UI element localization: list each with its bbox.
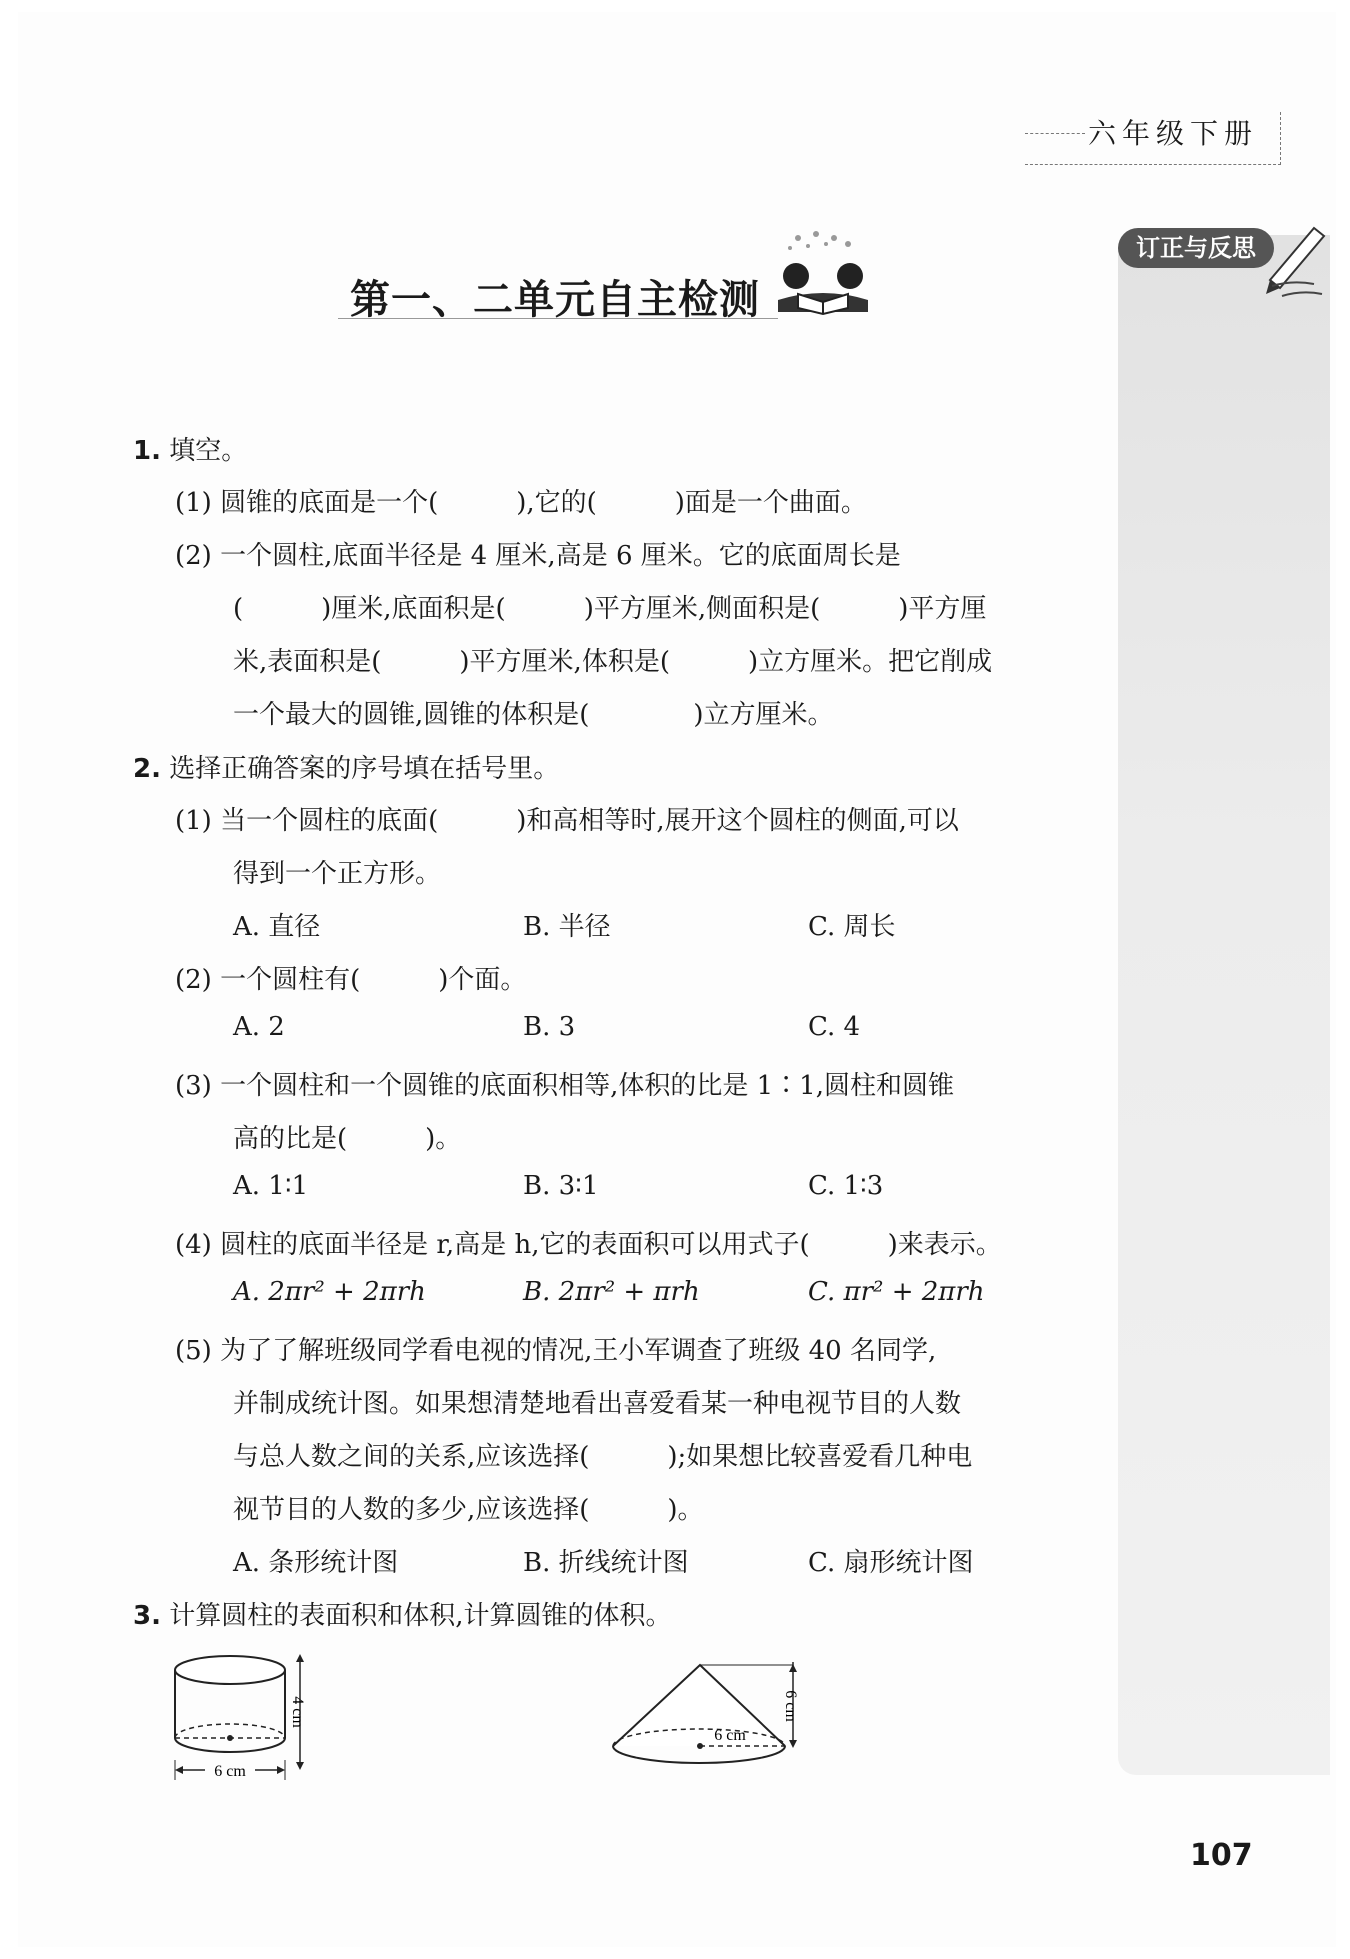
q1-heading [133, 430, 247, 467]
q1-part2-line3: 米,表面积是( )平方厘米,体积是( )立方厘米。把它削成 [233, 647, 993, 677]
q2-p4-option-c: C. πr² + 2πrh [808, 1277, 985, 1307]
correction-sidebar [1118, 235, 1330, 1775]
q2-p3-option-c: C. 1∶3 [808, 1171, 884, 1201]
cone-radius-label: 6 cm [714, 1727, 746, 1744]
reading-kids-icon [768, 228, 878, 324]
grade-label: 六年级下册 [1088, 117, 1259, 150]
q2-p5-option-c: C. 扇形统计图 [808, 1548, 974, 1578]
q2-part2-line1: (2) 一个圆柱有( )个面。 [175, 965, 527, 995]
q3-heading [133, 1595, 672, 1632]
q2-part5-line3: 与总人数之间的关系,应该选择( );如果想比较喜爱看几种电 [233, 1442, 973, 1472]
q2-part5-line1: (5) 为了了解班级同学看电视的情况,王小军调查了班级 40 名同学, [175, 1336, 937, 1366]
pencil-icon [1262, 220, 1332, 300]
q1-number: 1. [133, 436, 161, 466]
q2-heading [133, 748, 559, 785]
cone-figure [605, 1650, 805, 1780]
q2-p1-option-a: A. 直径 [233, 912, 321, 942]
q2-part1-line2: 得到一个正方形。 [233, 859, 442, 889]
page-number: 107 [1190, 1838, 1253, 1873]
q2-p3-option-b: B. 3∶1 [523, 1171, 599, 1201]
q2-p2-option-b: B. 3 [523, 1012, 576, 1042]
cylinder-figure [165, 1650, 315, 1785]
q2-p5-option-b: B. 折线统计图 [523, 1548, 689, 1578]
q3-text: 计算圆柱的表面积和体积,计算圆锥的体积。 [169, 1601, 672, 1631]
page-title: 第一、二单元自主检测 [350, 276, 760, 323]
title-underline [338, 318, 778, 319]
q2-part3-line1: (3) 一个圆柱和一个圆锥的底面积相等,体积的比是 1∶1,圆柱和圆锥 [175, 1071, 954, 1101]
q1-text: 填空。 [169, 436, 248, 466]
q2-p1-option-c: C. 周长 [808, 912, 896, 942]
q2-part4-line1: (4) 圆柱的底面半径是 r,高是 h,它的表面积可以用式子( )来表示。 [175, 1230, 1002, 1260]
cone-height-label: 6 cm [782, 1690, 799, 1722]
q2-p4-option-b: B. 2πr² + πrh [523, 1277, 700, 1307]
cylinder-height-label: 4 cm [289, 1696, 306, 1728]
q2-p4-option-a: A. 2πr² + 2πrh [233, 1277, 426, 1307]
q2-part1-line1: (1) 当一个圆柱的底面( )和高相等时,展开这个圆柱的侧面,可以 [175, 806, 959, 836]
q2-p2-option-a: A. 2 [233, 1012, 285, 1042]
q2-p1-option-b: B. 半径 [523, 912, 611, 942]
q2-text: 选择正确答案的序号填在括号里。 [169, 754, 560, 784]
q2-number: 2. [133, 754, 161, 784]
q1-part2-line1: (2) 一个圆柱,底面半径是 4 厘米,高是 6 厘米。它的底面周长是 [175, 541, 901, 571]
q2-part5-line4: 视节目的人数的多少,应该选择( )。 [233, 1495, 704, 1525]
q1-part2-line2: ( )厘米,底面积是( )平方厘米,侧面积是( )平方厘 [233, 594, 987, 624]
sidebar-label: 订正与反思 [1118, 228, 1274, 268]
q2-part3-line2: 高的比是( )。 [233, 1124, 462, 1154]
q2-p5-option-a: A. 条形统计图 [233, 1548, 399, 1578]
q1-part2-line4: 一个最大的圆锥,圆锥的体积是( )立方厘米。 [233, 700, 834, 730]
q2-p3-option-a: A. 1∶1 [233, 1171, 309, 1201]
q2-p2-option-c: C. 4 [808, 1012, 861, 1042]
cylinder-diameter-label: 6 cm [214, 1763, 246, 1780]
q3-number: 3. [133, 1601, 161, 1631]
q1-part1: (1) 圆锥的底面是一个( ),它的( )面是一个曲面。 [175, 488, 867, 518]
q2-part5-line2: 并制成统计图。如果想清楚地看出喜爱看某一种电视节目的人数 [233, 1389, 962, 1419]
